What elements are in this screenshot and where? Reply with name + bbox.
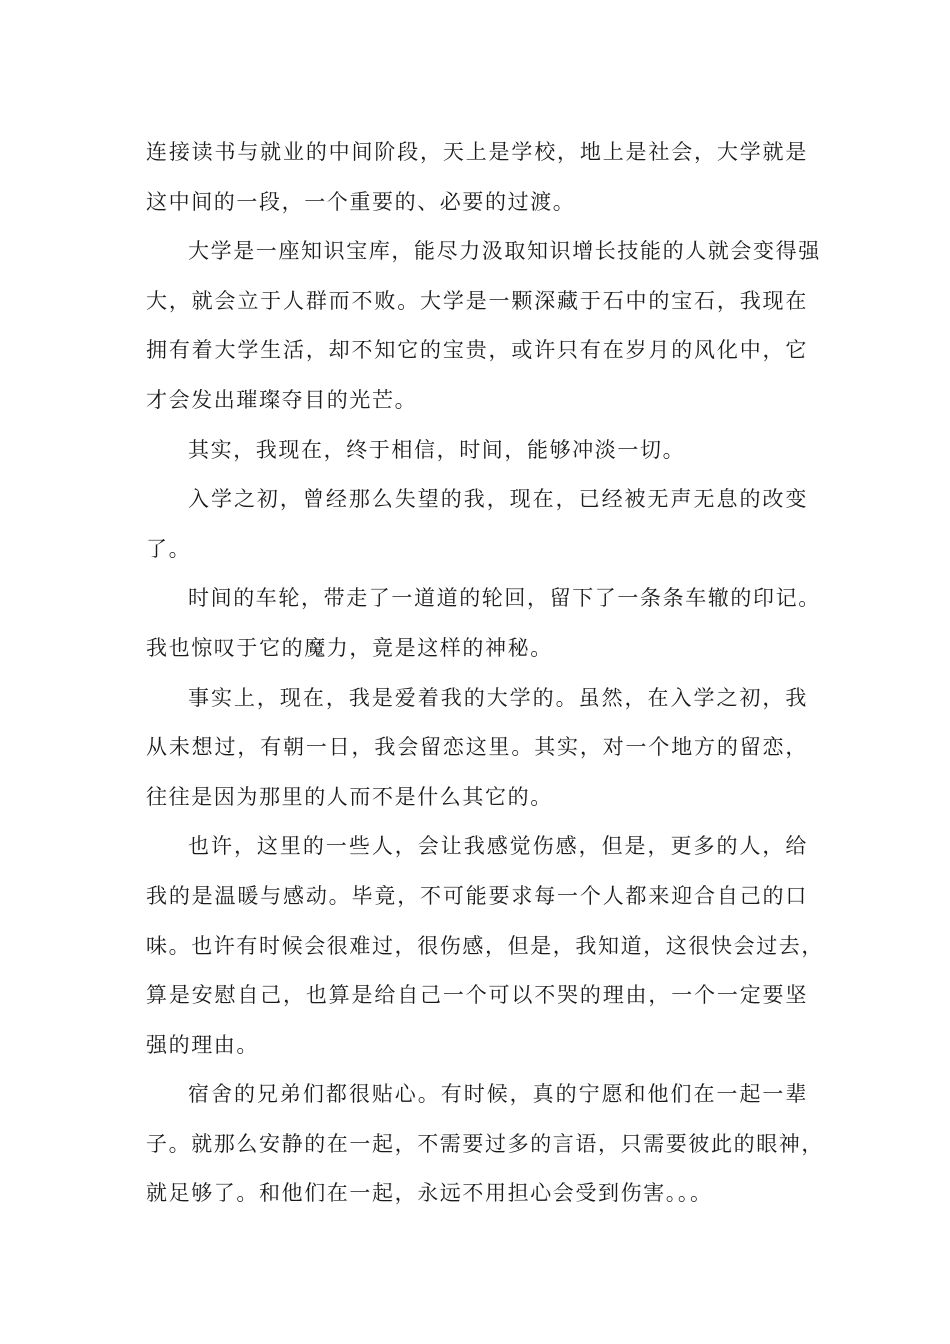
paragraph — [146, 227, 821, 425]
text-line: 宿舍的兄弟们都很贴心。有时候，真的宁愿和他们在一起一辈 — [188, 1082, 808, 1107]
text-line: 连接读书与就业的中间阶段，天上是学校，地上是社会，大学就是 — [146, 140, 808, 164]
paragraph — [146, 574, 821, 673]
text-line: 事实上，现在，我是爱着我的大学的。虽然，在入学之初，我 — [188, 685, 808, 710]
text-line: 往往是因为那里的人而不是什么其它的。 — [146, 784, 553, 809]
document-body — [146, 128, 824, 1219]
text-line: 也许，这里的一些人，会让我感觉伤感，但是，更多的人，给 — [188, 834, 808, 859]
paragraph — [146, 128, 808, 227]
text-line: 大，就会立于人群而不败。大学是一颗深藏于石中的宝石，我现在 — [146, 288, 808, 313]
text-line: 我也惊叹于它的魔力，竟是这样的神秘。 — [146, 635, 553, 660]
paragraph — [146, 426, 808, 476]
text-line: 拥有着大学生活，却不知它的宝贵，或许只有在岁月的风化中，它 — [146, 338, 808, 363]
paragraph — [146, 475, 808, 574]
text-line: 味。也许有时候会很难过，很伤感，但是，我知道，这很快会过去， — [146, 933, 824, 958]
paragraph — [146, 1070, 824, 1219]
text-line: 时间的车轮，带走了一道道的轮回，留下了一条条车辙的印记。 — [188, 586, 821, 611]
text-line: 算是安慰自己，也算是给自己一个可以不哭的理由，一个一定要坚 — [146, 983, 808, 1008]
text-line: 这中间的一段，一个重要的、必要的过渡。 — [146, 189, 576, 214]
text-line: 强的理由。 — [146, 1032, 259, 1057]
text-line: 从未想过，有朝一日，我会留恋这里。其实，对一个地方的留恋， — [146, 735, 808, 760]
paragraph — [146, 674, 808, 823]
text-line: 子。就那么安静的在一起，不需要过多的言语，只需要彼此的眼神， — [146, 1131, 824, 1156]
text-line: 其实，我现在，终于相信，时间，能够冲淡一切。 — [188, 437, 686, 462]
text-line: 入学之初，曾经那么失望的我，现在，已经被无声无息的改变 — [188, 487, 808, 512]
text-line: 我的是温暖与感动。毕竟，不可能要求每一个人都来迎合自己的口 — [146, 883, 808, 908]
text-line: 大学是一座知识宝库，能尽力汲取知识增长技能的人就会变得强 — [188, 239, 821, 264]
paragraph — [146, 822, 824, 1070]
text-line: 就足够了。和他们在一起，永远不用担心会受到伤害。。。 — [146, 1181, 713, 1206]
text-line: 了。 — [146, 536, 192, 561]
text-line: 才会发出璀璨夺目的光芒。 — [146, 387, 418, 412]
